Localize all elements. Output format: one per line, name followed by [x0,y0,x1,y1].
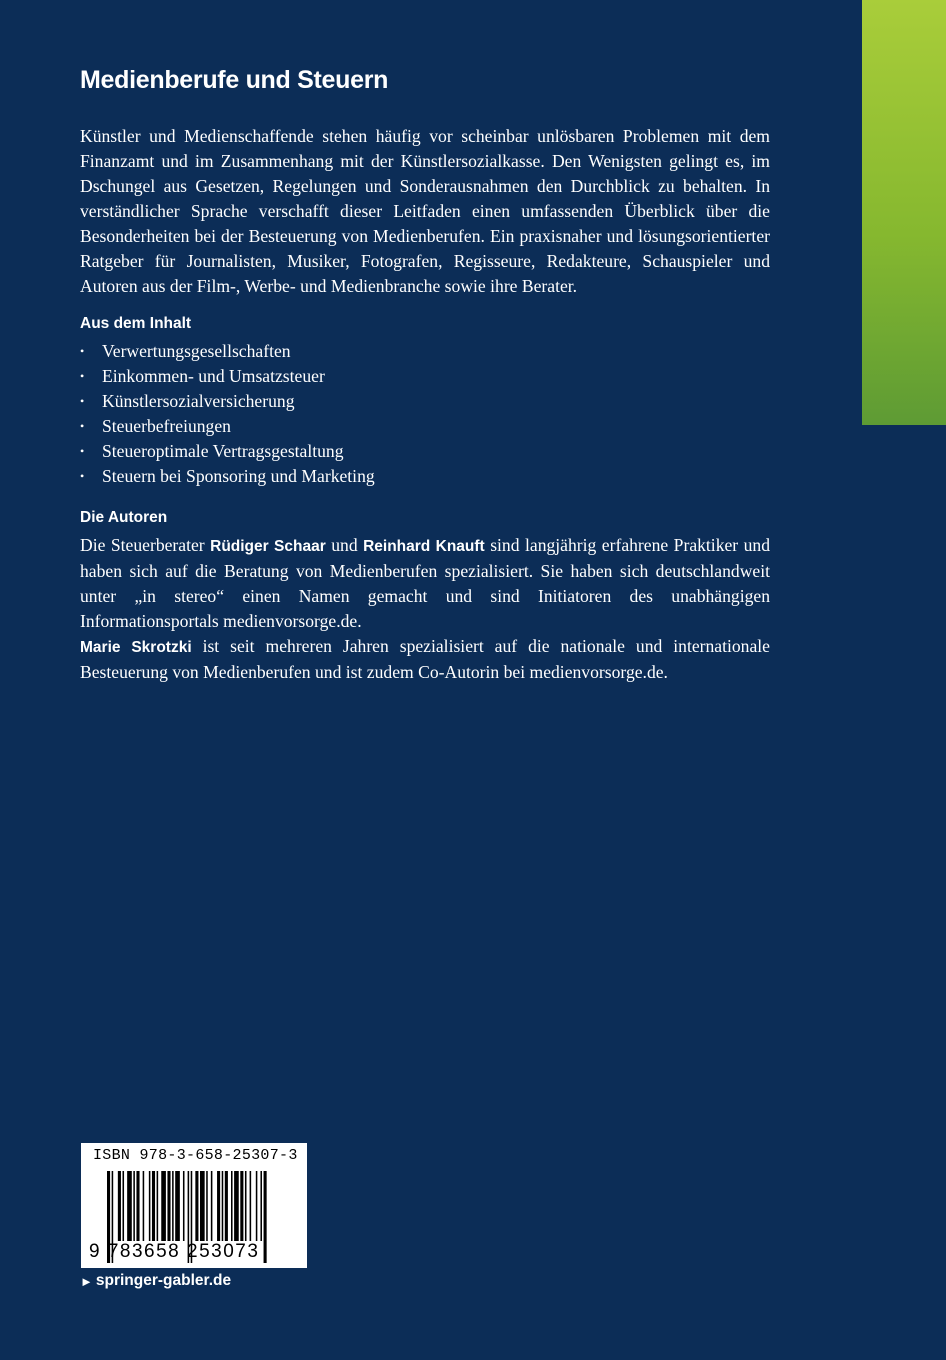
list-item: • Einkommen- und Umsatzsteuer [80,364,770,389]
author-name-knauft: Reinhard Knauft [363,538,485,555]
bullet-icon: • [80,369,85,383]
bullet-icon: • [80,419,85,433]
barcode-bar [175,1171,180,1241]
barcode-bar [250,1171,252,1241]
barcode-digits: 9 783658 253073 [89,1241,260,1262]
barcode-bar [245,1171,247,1241]
authors-paragraph: Die Steuerberater Rüdiger Schaar und Reinhard Knauft sind langjährig erfahrene Praktiker und haben sich auf die Beratung von Medienberufen spezialisiert. Sie haben sich deutschlandweit unter „in stereo“ einen Namen gemacht und sind Initiatoren des unabhängigen Informationsportals medienvorsorge.de. Marie Skrotzki ist seit mehreren Jahren spezialisiert auf die nationale und internationale Besteuerung von Medienberufen und ist zudem Co-Autorin bei medienvorsorge.de. [80,535,771,682]
barcode-bar [200,1171,205,1241]
isbn-barcode [81,1143,307,1268]
barcode-bar [157,1171,159,1241]
barcode-bar [217,1171,220,1241]
barcode-bar [143,1171,145,1241]
barcode-bar [149,1171,151,1241]
barcode-bar [260,1171,262,1241]
list-item: • Steuerbefreiungen [80,414,770,439]
author-name-skrotzki: Marie Skrotzki [80,639,192,656]
book-title: Medienberufe und Steuern [80,66,389,94]
authors-heading: Die Autoren [80,509,168,526]
bullet-icon: • [80,444,85,458]
barcode-bar [127,1171,132,1241]
list-item: • Steuern bei Sponsoring und Marketing [80,464,770,489]
green-accent-bar [862,0,946,425]
barcode-bar [161,1171,166,1241]
barcode-bar [183,1171,185,1241]
bullet-icon: • [80,394,85,408]
isbn-label: ISBN 978-3-658-25307-3 [93,1147,298,1164]
barcode-bar [123,1171,125,1241]
barcode-bar [256,1171,258,1241]
barcode-bar [136,1171,139,1241]
barcode-bar [231,1171,233,1241]
arrow-right-icon: ► [80,1273,93,1289]
bullet-icon: • [80,344,85,358]
list-item: • Steueroptimale Vertragsgestaltung [80,439,770,464]
barcode-bar [195,1171,198,1241]
back-cover-content [80,64,770,685]
barcode-bar [234,1171,239,1241]
barcode-bar [118,1171,121,1241]
barcode-bar [133,1171,135,1241]
author-name-schaar: Rüdiger Schaar [210,538,326,555]
contents-list [80,339,770,489]
intro-paragraph: Künstler und Medienschaffende stehen häufig vor scheinbar unlösbaren Problemen mit dem Finanzamt und im Zusammenhang mit der Künstlersozialkasse. Den Wenigsten gelingt es, im Dschungel aus Gesetzen, Regelungen und Sonderausnahmen den Durchblick zu behalten. In verständlicher Sprache verschafft dieser Leitfaden einen umfassenden Überblick über die Besonderheiten bei der Besteuerung von Medienberufen. Ein praxisnaher und lösungsorientierter Ratgeber für Journalisten, Musiker, Fotografen, Regisseure, Redakteure, Schauspieler und Autoren aus der Film-, Werbe- und Medienbranche sowie ihre Berater. [80,126,770,296]
contents-heading: Aus dem Inhalt [80,315,192,332]
barcode-bar [222,1171,224,1241]
website-url: springer-gabler.de [95,1272,232,1289]
barcode-bar [240,1171,243,1241]
bullet-icon: • [80,469,85,483]
publisher-website-link[interactable] [80,1272,231,1290]
barcode-bar [172,1171,174,1241]
barcode-bar [225,1171,228,1241]
barcode-bar [152,1171,155,1241]
barcode-bar [211,1171,213,1241]
barcode-bar [206,1171,208,1241]
list-item: • Künstlersozialversicherung [80,389,770,414]
barcode-bar [167,1171,170,1241]
list-item: • Verwertungsgesellschaften [80,339,770,364]
